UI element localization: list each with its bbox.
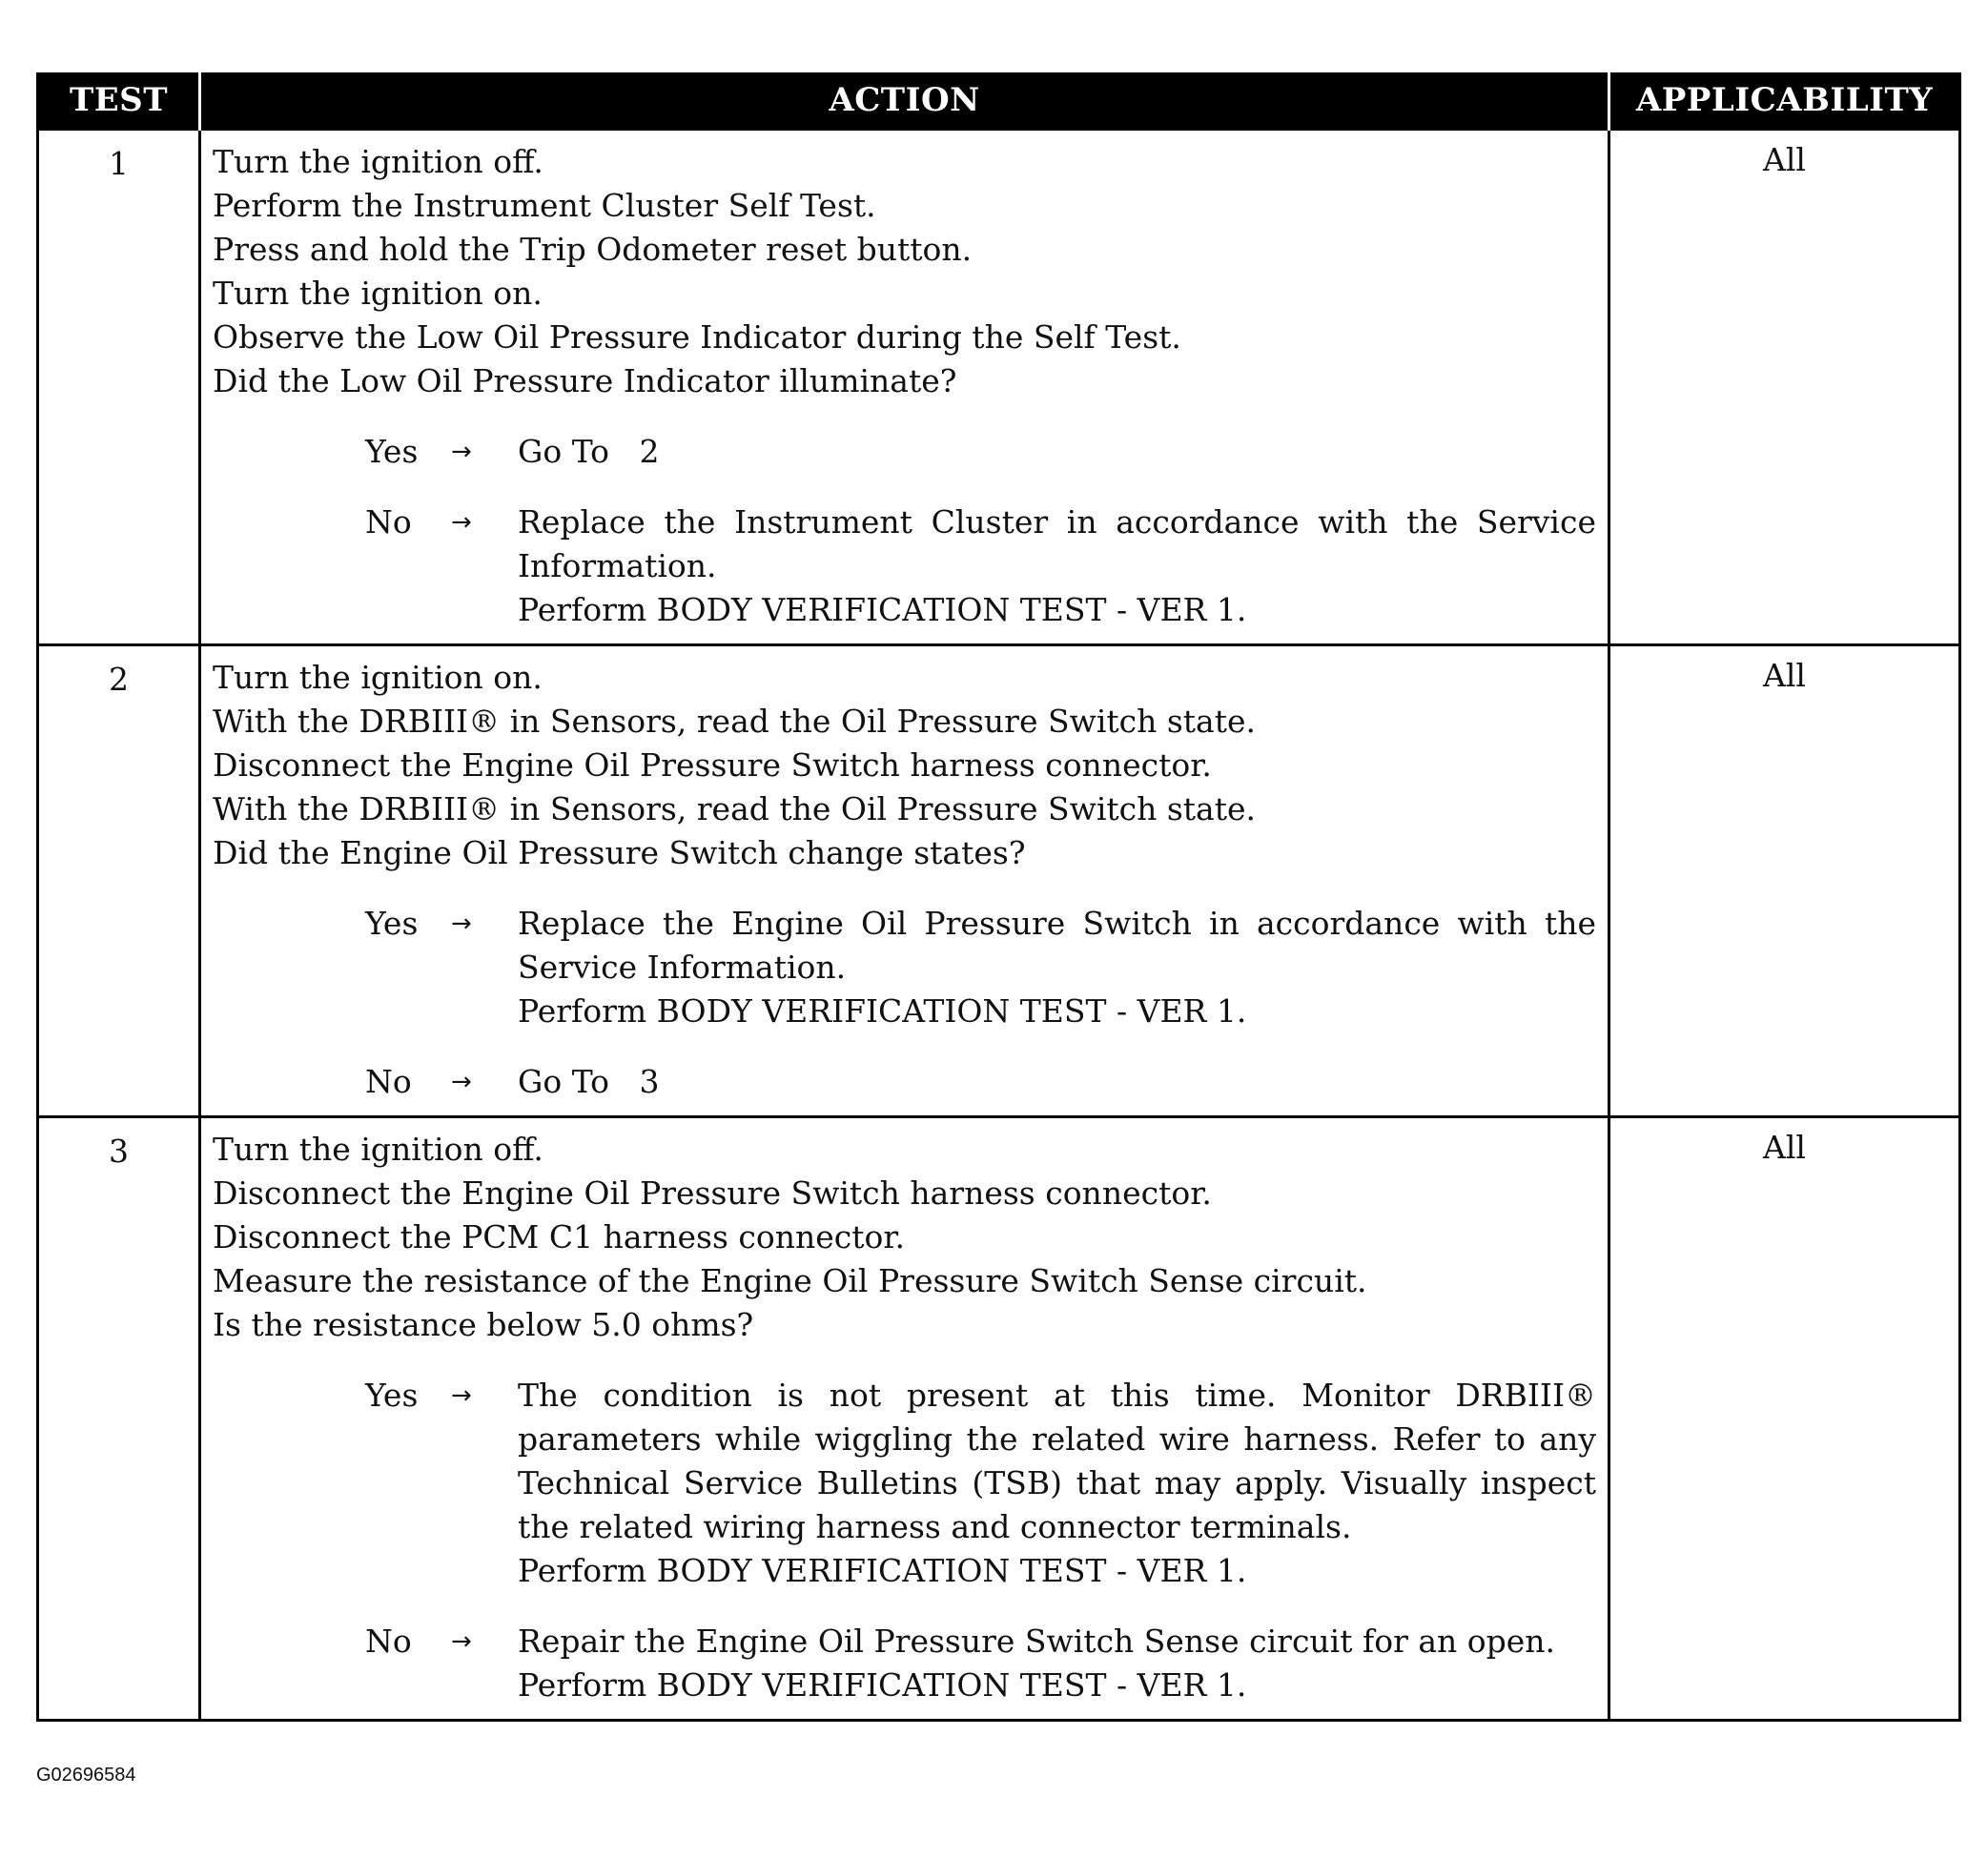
action-step: Perform the Instrument Cluster Self Test. [213, 187, 876, 224]
action-step: With the DRBIII® in Sensors, read the Oil Pressure Switch state. [213, 703, 1257, 740]
table-body [38, 130, 1960, 1721]
action-cell [200, 1117, 1609, 1721]
figure-id-label: G02696584 [36, 1765, 136, 1786]
outcomes [213, 902, 1607, 1104]
action-steps [213, 1128, 1598, 1347]
action-steps [213, 140, 1598, 403]
outcome-answer: No [365, 503, 412, 541]
right-arrow-icon: → [451, 438, 472, 466]
action-step: Turn the ignition on. [213, 275, 543, 312]
right-arrow-icon: → [451, 1068, 472, 1096]
table-row [38, 645, 1960, 1117]
outcome-yes [213, 430, 1598, 474]
outcome-result [518, 500, 1607, 632]
action-step: Is the resistance below 5.0 ohms? [213, 1306, 754, 1343]
right-arrow-icon: → [451, 909, 472, 938]
action-cell [200, 645, 1609, 1117]
table-header-row [38, 72, 1960, 130]
action-step: Did the Engine Oil Pressure Switch change states? [213, 834, 1026, 871]
result-line: Perform BODY VERIFICATION TEST - VER 1. [518, 591, 1247, 628]
action-steps [213, 656, 1598, 875]
outcomes [213, 430, 1607, 632]
outcomes [213, 1374, 1607, 1707]
outcome-result [518, 1374, 1607, 1593]
result-line: Perform BODY VERIFICATION TEST - VER 1. [518, 1552, 1247, 1589]
outcome-result [518, 1060, 1598, 1104]
outcome-result [518, 1620, 1598, 1707]
outcome-yes [213, 1374, 1607, 1593]
header-applicability: APPLICABILITY [1609, 72, 1960, 130]
action-step: Disconnect the Engine Oil Pressure Switch harness connector. [213, 746, 1212, 784]
result-line: Perform BODY VERIFICATION TEST - VER 1. [518, 1666, 1247, 1704]
action-step: Press and hold the Trip Odometer reset button. [213, 231, 973, 268]
outcome-answer: No [365, 1623, 412, 1660]
action-cell [200, 130, 1609, 645]
result-line: Perform BODY VERIFICATION TEST - VER 1. [518, 992, 1247, 1030]
action-step: Observe the Low Oil Pressure Indicator during the Self Test. [213, 318, 1181, 356]
outcome-answer: Yes [365, 1377, 419, 1414]
outcome-result [518, 430, 1598, 474]
outcome-answer: Yes [365, 433, 419, 470]
action-step: Turn the ignition off. [213, 143, 543, 180]
outcome-no [213, 1060, 1598, 1104]
result-line: Go To 3 [518, 1063, 660, 1100]
action-step: With the DRBIII® in Sensors, read the Oil Pressure Switch state. [213, 790, 1257, 827]
outcome-answer: Yes [365, 905, 419, 942]
test-number: 1 [38, 130, 200, 645]
outcome-yes [213, 902, 1607, 1033]
table-row [38, 1117, 1960, 1721]
header-action: ACTION [200, 72, 1609, 130]
right-arrow-icon: → [451, 1627, 472, 1656]
result-line: Go To 2 [518, 433, 660, 470]
result-line: Replace the Engine Oil Pressure Switch in accordance with the Service Information. [518, 905, 1607, 986]
test-number: 3 [38, 1117, 200, 1721]
diagnostic-test-table [36, 72, 1961, 1722]
outcome-no [213, 500, 1607, 632]
test-number: 2 [38, 645, 200, 1117]
outcome-answer: No [365, 1063, 412, 1100]
table-row [38, 130, 1960, 645]
header-test: TEST [38, 72, 200, 130]
action-step: Turn the ignition on. [213, 659, 543, 696]
action-step: Disconnect the Engine Oil Pressure Switch harness connector. [213, 1174, 1212, 1212]
outcome-no [213, 1620, 1598, 1707]
action-step: Measure the resistance of the Engine Oil Pressure Switch Sense circuit. [213, 1262, 1367, 1299]
diagnostic-table-container [36, 72, 1958, 1722]
right-arrow-icon: → [451, 508, 472, 537]
right-arrow-icon: → [451, 1381, 472, 1410]
applicability-cell: All [1609, 130, 1960, 645]
applicability-cell: All [1609, 645, 1960, 1117]
action-step: Turn the ignition off. [213, 1131, 543, 1168]
result-line: Repair the Engine Oil Pressure Switch Sense circuit for an open. [518, 1623, 1556, 1660]
result-line: Replace the Instrument Cluster in accordance with the Service Information. [518, 503, 1607, 584]
action-step: Disconnect the PCM C1 harness connector. [213, 1218, 906, 1256]
outcome-result [518, 902, 1607, 1033]
result-line: The condition is not present at this time. Monitor DRBIII® parameters while wiggling the related wire harness. Refer to any Technical Service Bulletins (TSB) that may apply. Visually inspect the related wiring harness and connector terminals. [518, 1377, 1607, 1545]
action-step: Did the Low Oil Pressure Indicator illuminate? [213, 362, 957, 399]
applicability-cell: All [1609, 1117, 1960, 1721]
